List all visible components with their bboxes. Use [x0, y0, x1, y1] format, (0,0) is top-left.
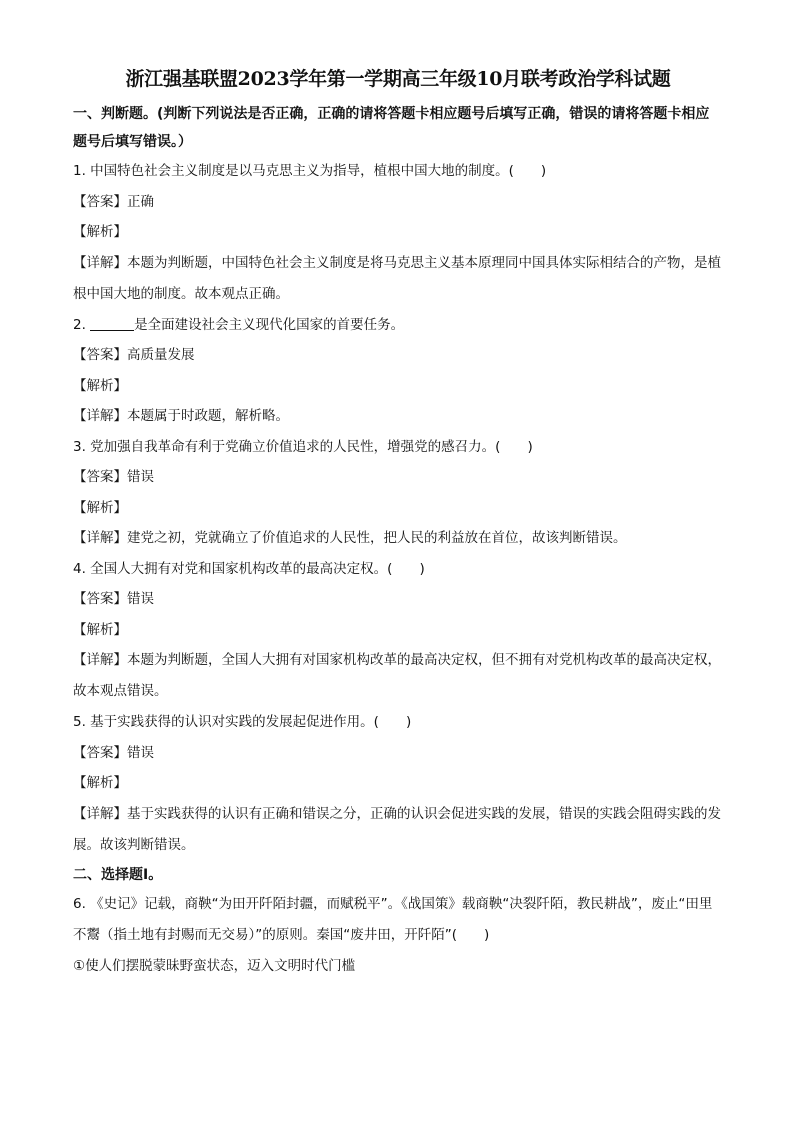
detail-label: 【详解】: [73, 530, 127, 546]
page-title: 浙江强基联盟2023学年第一学期高三年级10月联考政治学科试题: [125, 68, 671, 90]
question-stem: 5. 基于实践获得的认识对实践的发展起促进作用。( ): [73, 714, 412, 730]
question-number: 2.: [73, 316, 91, 333]
detail-label: 【详解】: [73, 254, 127, 271]
detail-text: 本题属于时政题，解析略。: [127, 408, 289, 424]
question-stem: 6. 《史记》记载，商鞅“为田开阡陌封疆，而赋税平”。《战国策》载商鞅“决裂阡陌，教民耕战”，废止“田里不鬻（指土地有封赐而无交易）”的原则。秦国“废井田，开阡陌”( ): [73, 895, 713, 943]
detail-label: 【详解】: [73, 805, 127, 822]
answer-line: [73, 340, 723, 371]
question-stem: 4. 全国人大拥有对党和国家机构改革的最高决定权。( ): [73, 560, 425, 577]
detail-text: 本题为判断题，全国人大拥有对国家机构改革的最高决定权，但不拥有对党机构改革的最高决定权，故本观点错误。: [73, 652, 721, 699]
analysis-label: 【解析】: [73, 775, 127, 791]
detail-text: 建党之初，党就确立了价值追求的人民性，把人民的利益放在首位，故该判断错误。: [127, 530, 627, 546]
option-item: ①使人们摆脱蒙昧野蛮状态，迈入文明时代门槛: [73, 957, 356, 974]
analysis-label: 【解析】: [73, 621, 127, 638]
detail-line: [73, 645, 723, 707]
answer-line: [73, 738, 723, 769]
question-stem: 1. 中国特色社会主义制度是以马克思主义为指导，植根中国大地的制度。( ): [73, 163, 547, 179]
answer-value: 错误: [127, 469, 154, 485]
answer-value: 错误: [127, 591, 154, 607]
answer-line: [73, 584, 723, 615]
answer-value: 错误: [127, 744, 154, 761]
detail-line: [73, 523, 723, 554]
answer-label: 【答案】: [73, 193, 127, 210]
fill-blank: [90, 316, 134, 331]
exam-page: [73, 64, 723, 981]
answer-label: 【答案】: [73, 744, 127, 761]
answer-label: 【答案】: [73, 347, 127, 363]
analysis-label: 【解析】: [73, 224, 127, 240]
analysis-label: 【解析】: [73, 377, 127, 394]
question-stem: 3. 党加强自我革命有利于党确立价值追求的人民性，增强党的感召力。( ): [73, 438, 533, 455]
detail-label: 【详解】: [73, 408, 127, 424]
detail-line: [73, 401, 723, 432]
section-heading-2: 二、选择题Ⅰ。: [73, 866, 163, 883]
detail-label: 【详解】: [73, 652, 127, 668]
answer-line: [73, 462, 723, 493]
detail-text: 基于实践获得的认识有正确和错误之分，正确的认识会促进实践的发展，错误的实践会阻碍实践的发展。故该判断错误。: [73, 805, 721, 853]
answer-value: 高质量发展: [127, 347, 195, 363]
analysis-label: 【解析】: [73, 499, 127, 516]
section-heading-1: 一、判断题。(判断下列说法是否正确，正确的请将答题卡相应题号后填写正确，错误的请将答题卡相应题号后填写错误。）: [73, 106, 710, 150]
question-text: 是全面建设社会主义现代化国家的首要任务。: [134, 316, 405, 333]
answer-value: 正确: [127, 193, 154, 210]
answer-label: 【答案】: [73, 469, 127, 485]
detail-text: 本题为判断题，中国特色社会主义制度是将马克思主义基本原理同中国具体实际相结合的产物，是植根中国大地的制度。故本观点正确。: [73, 254, 721, 302]
question-stem: [73, 310, 723, 341]
answer-label: 【答案】: [73, 591, 127, 607]
answer-line: [73, 187, 723, 218]
detail-line: [73, 248, 723, 310]
detail-line: [73, 799, 723, 861]
